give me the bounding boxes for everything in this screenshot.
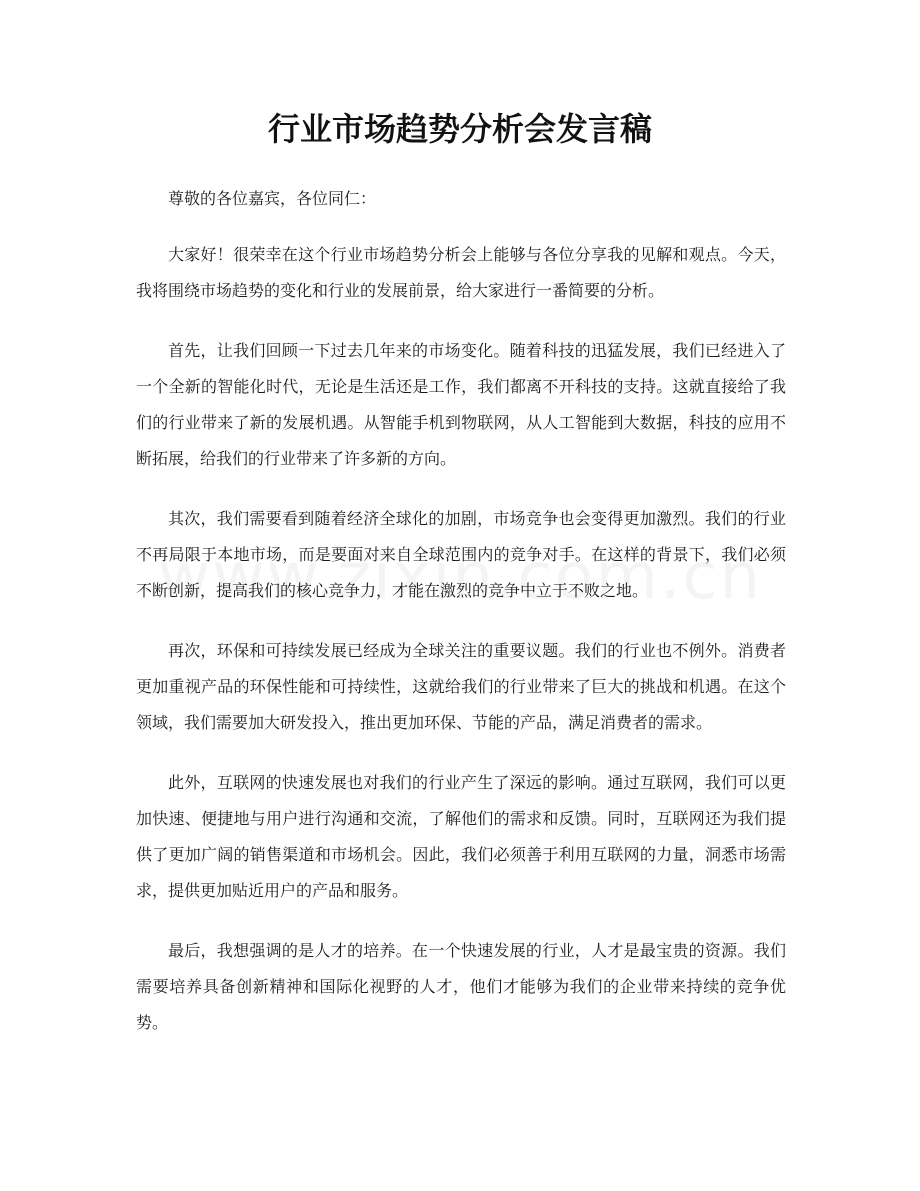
paragraph-2: 首先，让我们回顾一下过去几年来的市场变化。随着科技的迅猛发展，我们已经进入了一个全新的智能化时代，无论是生活还是工作，我们都离不开科技的支持。这就直接给了我们的行业带来了新的发展机遇。从智能手机到物联网，从人工智能到大数据，科技的应用不断拓展，给我们的行业带来了许多新的方向。 bbox=[136, 341, 786, 468]
document-title: 行业市场趋势分析会发言稿 bbox=[267, 110, 652, 148]
paragraph-6: 最后，我想强调的是人才的培养。在一个快速发展的行业，人才是最宝贵的资源。我们需要培养具备创新精神和国际化视野的人才，他们才能够为我们的企业带来持续的竞争优势。 bbox=[136, 941, 786, 1032]
paragraph-3: 其次，我们需要看到随着经济全球化的加剧，市场竞争也会变得更加激烈。我们的行业不再局限于本地市场，而是要面对来自全球范围内的竞争对手。在这样的背景下，我们必须不断创新，提高我们的核心竞争力，才能在激烈的竞争中立于不败之地。 bbox=[136, 509, 786, 600]
paragraph-5: 此外，互联网的快速发展也对我们的行业产生了深远的影响。通过互联网，我们可以更加快速、便捷地与用户进行沟通和交流，了解他们的需求和反馈。同时，互联网还为我们提供了更加广阔的销售渠道和市场机会。因此，我们必须善于利用互联网的力量，洞悉市场需求，提供更加贴近用户的产品和服务。 bbox=[136, 773, 786, 900]
paragraph-4: 再次，环保和可持续发展已经成为全球关注的重要议题。我们的行业也不例外。消费者更加重视产品的环保性能和可持续性，这就给我们的行业带来了巨大的挑战和机遇。在这个领域，我们需要加大研发投入，推出更加环保、节能的产品，满足消费者的需求。 bbox=[136, 641, 786, 732]
greeting: 尊敬的各位嘉宾，各位同仁： bbox=[168, 189, 377, 208]
document-body bbox=[136, 181, 786, 1065]
paragraph-1: 大家好！很荣幸在这个行业市场趋势分析会上能够与各位分享我的见解和观点。今天，我将围绕市场趋势的变化和行业的发展前景，给大家进行一番简要的分析。 bbox=[136, 245, 786, 300]
